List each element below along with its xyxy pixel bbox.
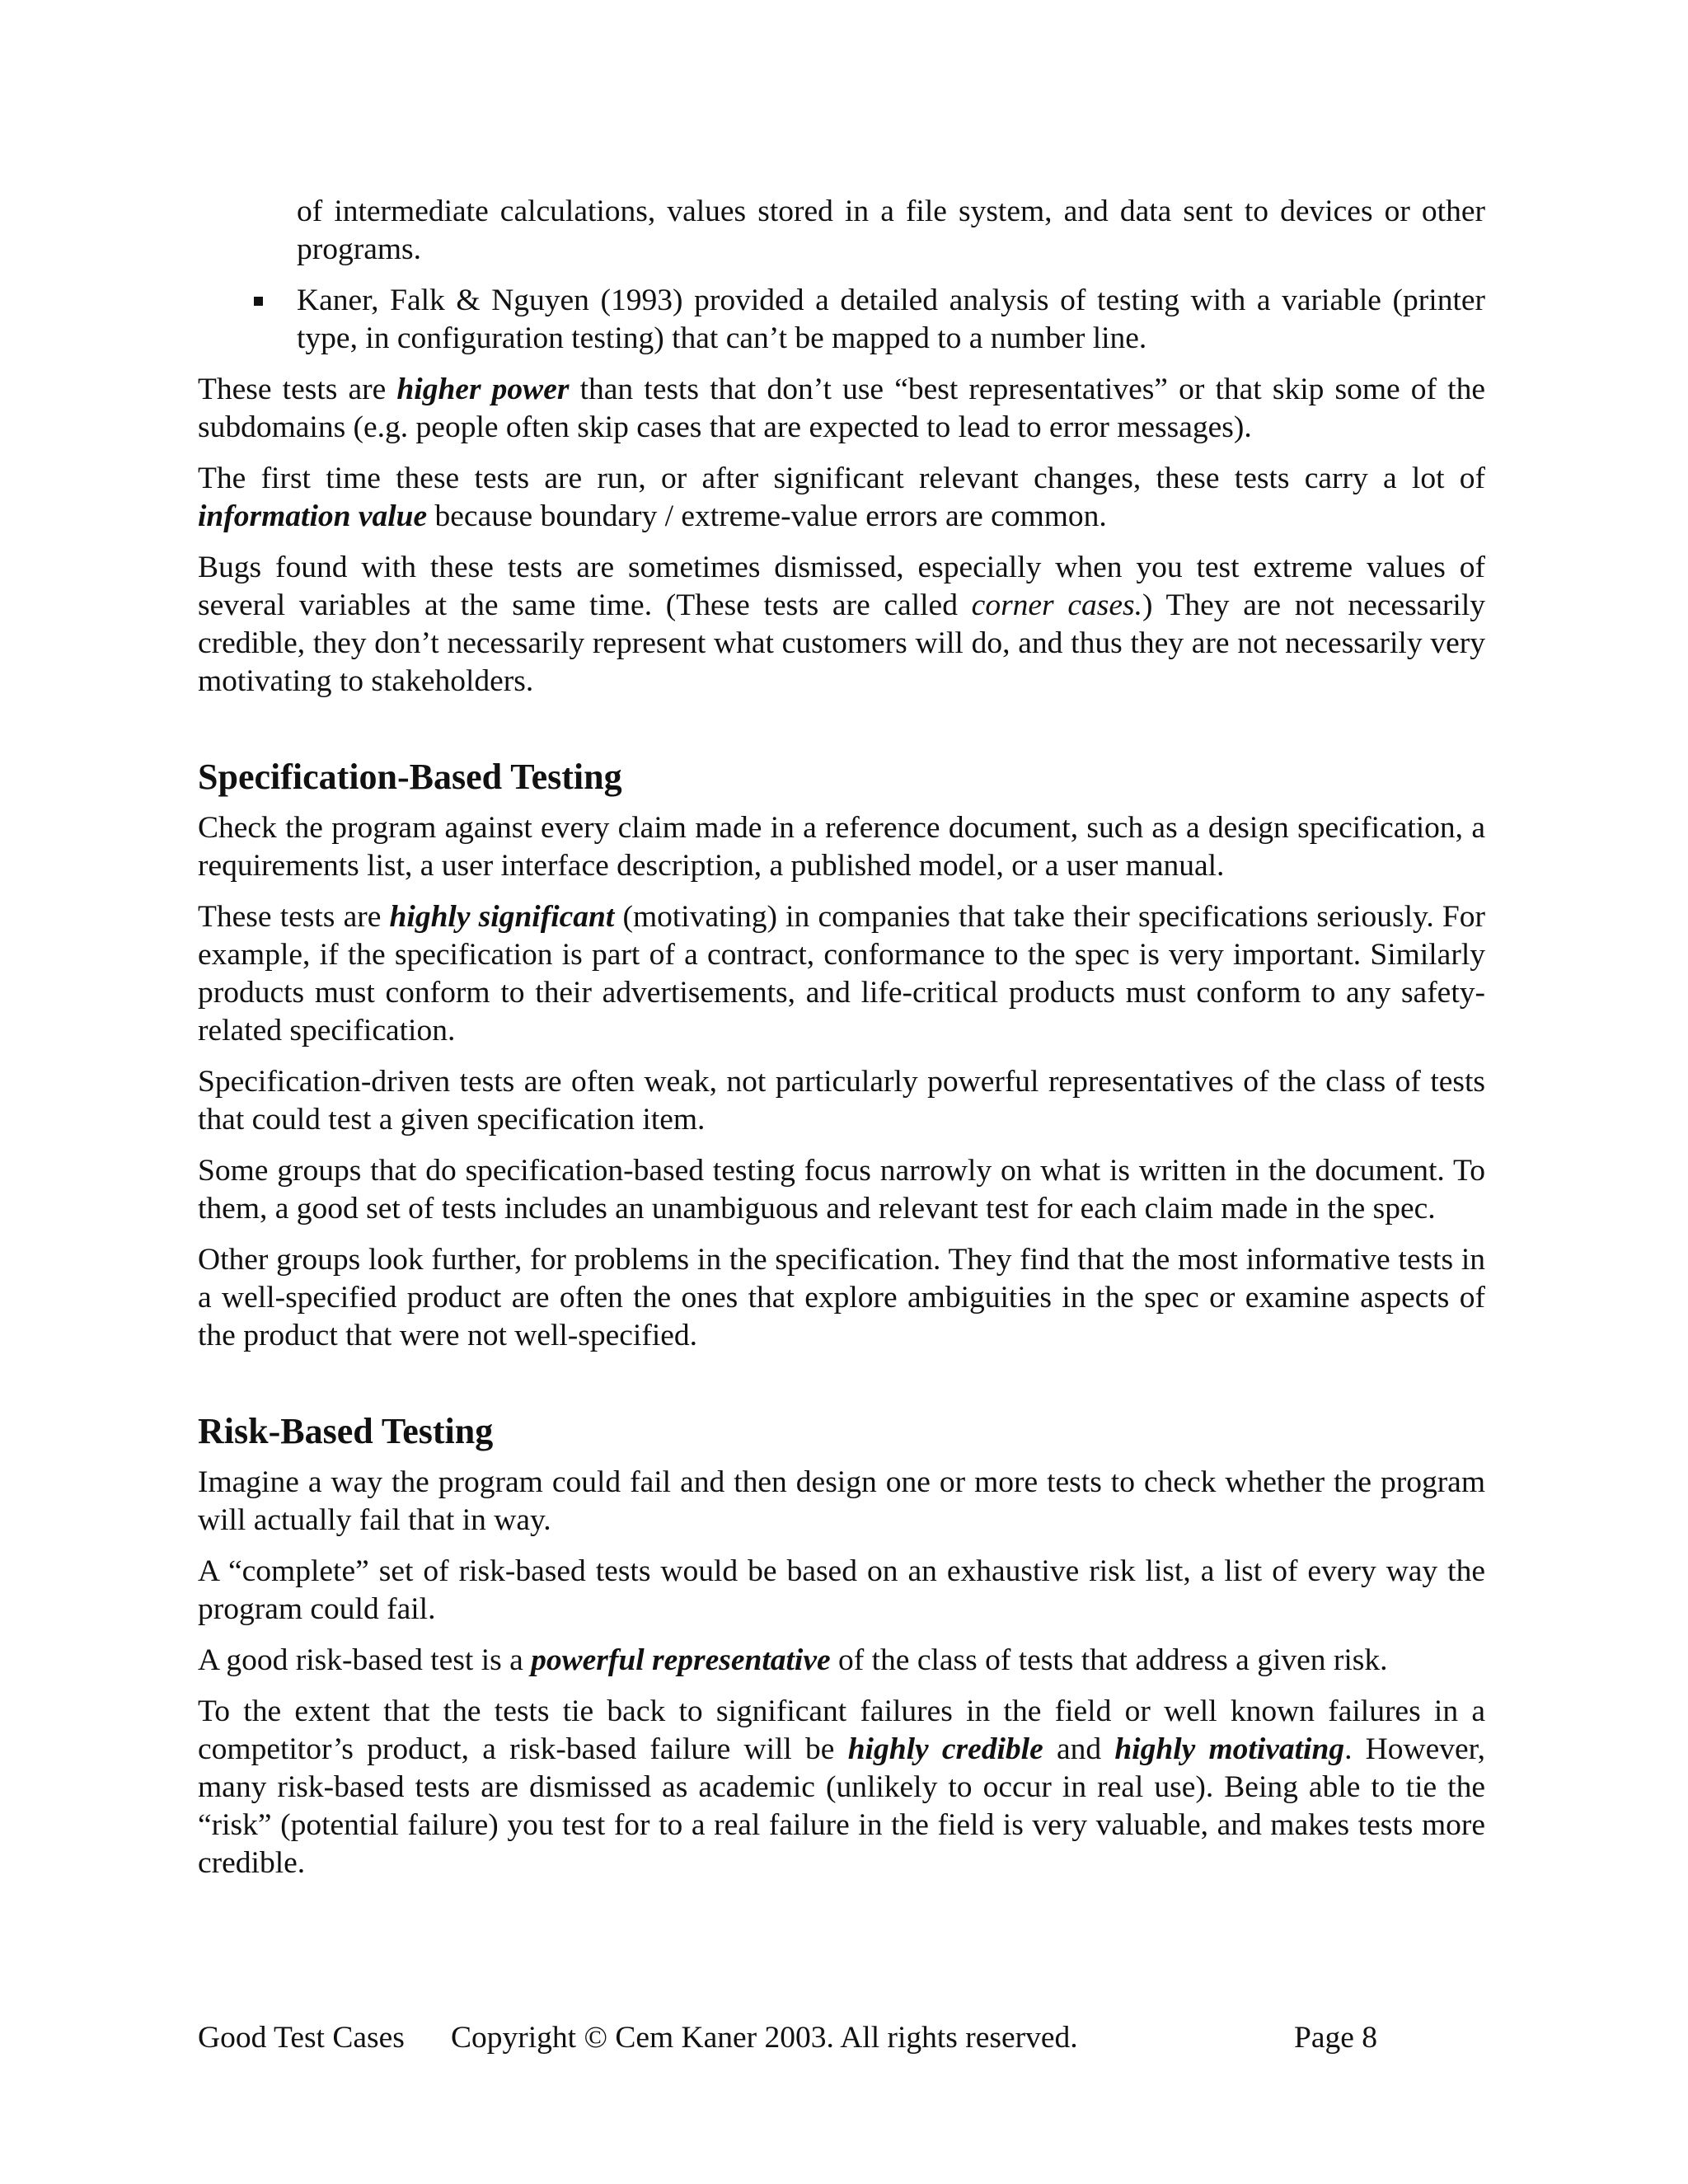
paragraph-bugs-dismissed: [198, 549, 1485, 701]
heading-specification-based-testing: Specification-Based Testing: [198, 757, 622, 797]
emphasis-highly-significant: highly significant: [389, 900, 615, 934]
emphasis-higher-power: higher power: [396, 373, 570, 406]
text-run: . However, many risk-based tests are dismissed as academic (unlikely to occur in real use). Being able to tie the “risk” (potential failure) you test for to a real failure in the field is very valuable, and makes tests more credible.: [198, 1732, 1485, 1880]
spec-paragraph-1: Check the program against every claim made in a reference document, such as a design specification, a requirements list, a user interface description, a published model, or a user manual.: [198, 811, 1485, 883]
emphasis-powerful-representative: powerful representative: [531, 1643, 831, 1677]
text-run: (motivating) in companies that take their specifications seriously. For example, if the specification is part of a contract, conformance to the spec is very important. Similarly products must conform to their advertisements, and life-critical products must conform to any safety-related specification.: [198, 900, 1485, 1047]
continued-bullet-text: of intermediate calculations, values stored in a file system, and data sent to devices or other programs.: [297, 194, 1485, 266]
footer-copyright: Copyright © Cem Kaner 2003. All rights reserved.: [451, 2021, 1078, 2055]
emphasis-highly-credible: highly credible: [847, 1732, 1043, 1766]
text-run: The first time these tests are run, or after significant relevant changes, these tests carry a lot of: [198, 462, 1485, 495]
paragraph-higher-power: [198, 371, 1485, 447]
text-run: ) They are not necessarily credible, they don’t necessarily represent what customers will do, and thus they are not necessarily very motivating to stakeholders.: [198, 588, 1485, 698]
risk-paragraph-1: Imagine a way the program could fail and then design one or more tests to check whether the program will actually fail that in way.: [198, 1465, 1485, 1537]
text-run: These tests are: [198, 373, 397, 406]
risk-paragraph-4: [198, 1693, 1485, 1882]
text-run: Bugs found with these tests are sometimes dismissed, especially when you test extreme values of several variables at the same time. (These tests are called: [198, 551, 1485, 622]
text-run: A good risk-based test is a: [198, 1643, 532, 1677]
page-footer: [198, 2019, 1434, 2060]
risk-paragraph-3: [198, 1642, 1485, 1680]
text-run: because boundary / extreme-value errors are common.: [427, 499, 1107, 533]
spec-paragraph-3: Specification-driven tests are often weak, not particularly powerful representatives of the class of tests that could test a given specification item.: [198, 1065, 1485, 1137]
paragraph-information-value: [198, 460, 1485, 536]
page-content: [198, 193, 1485, 1896]
text-run: and: [1043, 1732, 1115, 1766]
emphasis-information-value: information value: [198, 499, 428, 533]
square-bullet-icon: [254, 297, 263, 306]
footer-page-number: Page 8: [1294, 2021, 1378, 2055]
text-run: These tests are: [198, 900, 390, 934]
bullet-item: [198, 282, 1485, 358]
footer-title: Good Test Cases: [198, 2021, 405, 2055]
spec-paragraph-5: Other groups look further, for problems in the specification. They find that the most informative tests in a well-specified product are often the ones that explore ambiguities in the spec or examine aspects of the product that were not well-specified.: [198, 1243, 1485, 1352]
emphasis-highly-motivating: highly motivating: [1114, 1732, 1345, 1766]
text-run: of the class of tests that address a given risk.: [830, 1643, 1388, 1677]
spec-paragraph-2: [198, 898, 1485, 1050]
risk-paragraph-2: A “complete” set of risk-based tests would be based on an exhaustive risk list, a list of every way the program could fail.: [198, 1554, 1485, 1626]
spec-paragraph-4: Some groups that do specification-based testing focus narrowly on what is written in the document. To them, a good set of tests includes an unambiguous and relevant test for each claim made in the spec.: [198, 1154, 1485, 1226]
emphasis-corner-cases: corner cases.: [971, 588, 1142, 622]
bullet-text: Kaner, Falk & Nguyen (1993) provided a detailed analysis of testing with a variable (printer type, in configuration testing) that can’t be mapped to a number line.: [297, 284, 1485, 355]
text-run: than tests that don’t use “best representatives” or that skip some of the subdomains (e.g. people often skip cases that are expected to lead to error messages).: [198, 373, 1485, 444]
text-run: To the extent that the tests tie back to significant failures in the field or well known failures in a competitor’s product, a risk-based failure will be: [198, 1694, 1485, 1766]
heading-risk-based-testing: Risk-Based Testing: [198, 1411, 494, 1451]
